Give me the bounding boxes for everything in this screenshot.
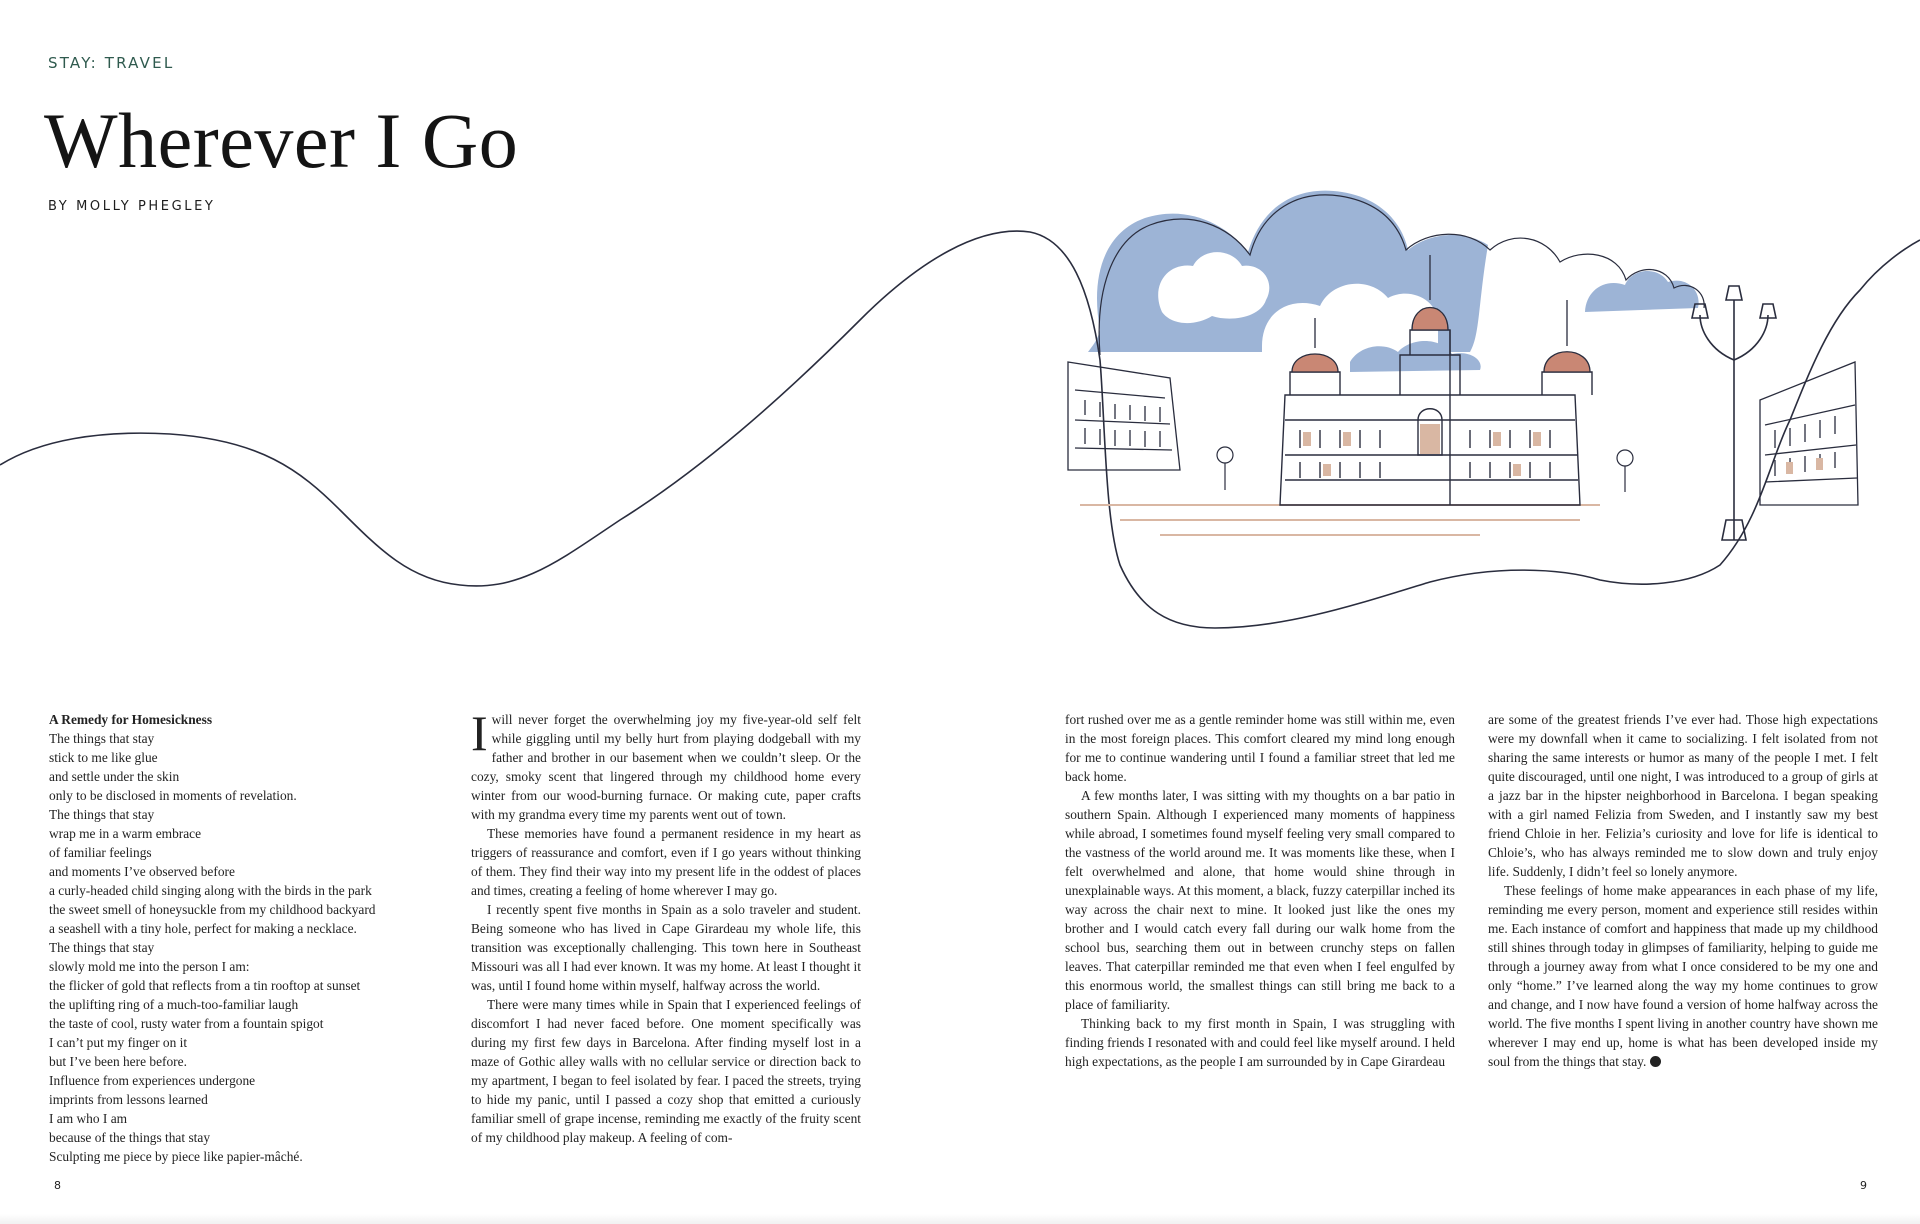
- poem-line: I can’t put my finger on it: [49, 1035, 188, 1050]
- poem-line: Sculpting me piece by piece like papier-mâché.: [49, 1149, 303, 1164]
- right-building: [1760, 362, 1858, 505]
- poem-line: slowly mold me into the person I am:: [49, 959, 250, 974]
- dome-right: [1544, 352, 1590, 372]
- plaza-ground: [1080, 505, 1600, 535]
- poem-line: the taste of cool, rusty water from a fountain spigot: [49, 1016, 324, 1031]
- poem-line: wrap me in a warm embrace: [49, 826, 202, 841]
- poem-line: Influence from experiences undergone: [49, 1073, 256, 1088]
- poem-line: imprints from lessons learned: [49, 1092, 208, 1107]
- end-mark-icon: [1650, 1056, 1661, 1067]
- paragraph: I recently spent five months in Spain as a solo traveler and student. Being someone who has lived in Cape Girardeau my whole life, this transition was exceptionally challenging. This town here in Southeast Missouri was all I had ever known. It was my home. At least I thought it was, until I found home within myself, halfway across the world.: [471, 902, 861, 993]
- dome-left: [1292, 354, 1338, 372]
- section-label: STAY: TRAVEL: [48, 54, 175, 72]
- poem-line: a curly-headed child singing along with the birds in the park: [49, 883, 372, 898]
- poem-line: only to be disclosed in moments of revelation.: [49, 788, 297, 803]
- paragraph: fort rushed over me as a gentle reminder home was still within me, even in the most foreign places. This comfort cleared my mind long enough for me to continue wandering until I found a familiar street that led me back home.: [1065, 712, 1455, 784]
- paragraph: are some of the greatest friends I’ve ever had. Those high expectations were my downfall when it came to socializing. I felt isolated from not sharing the same interests or humor as many of the people I met. I felt quite discouraged, until one night, I was introduced to a group of girls at a jazz bar in the hipster neighborhood in Barcelona. I began speaking with a girl named Felizia from Sweden, and I instantly saw my best friend Chloie in her. Felizia’s curiosity and love for life is identical to Chloie’s, who has always reminded me to slow down and truly enjoy life. Suddenly, I didn’t feel so lonely anymore.: [1488, 712, 1878, 879]
- poem-title: A Remedy for Homesickness: [49, 712, 213, 727]
- paragraph: These feelings of home make appearances in each phase of my life, reminding me every person, moment and experience still resides within me. Each instance of comfort and happiness that made up my childhood still shines through today in glimpses of familiarity, helping to guide me through a journey away from what I once considered to be my one and only “home.” I’ve learned along the way my home continues to grow and change, and I now have found a version of home halfway across the world. The five months I spent living in another country have shown me wherever I may end up, home is what has been developed inside my soul from the things that stay.: [1488, 883, 1878, 1069]
- poem-line: and moments I’ve observed before: [49, 864, 235, 879]
- poem-line: the flicker of gold that reflects from a tin rooftop at sunset: [49, 978, 361, 993]
- paragraph: These memories have found a permanent residence in my heart as triggers of reassurance and comfort, even if I go years without thinking of them. They find their way into my present life in the oddest of places and times, creating a feeling of home wherever I may go.: [471, 826, 861, 898]
- article-column-2: [1065, 710, 1455, 1071]
- paragraph: Thinking back to my first month in Spain, I was struggling with finding friends I resonated with and could feel like myself around. I held high expectations, as the people I am surrounded by in Cape Girardeau: [1065, 1016, 1455, 1069]
- window-shading: [1303, 424, 1541, 476]
- poem-lines: [49, 729, 429, 1166]
- drop-cap: I: [471, 705, 488, 761]
- poem-line: but I’ve been here before.: [49, 1054, 187, 1069]
- paragraph: There were many times while in Spain that I experienced feelings of discomfort I had never faced before. One moment specifically was during my first few days in Barcelona. After finding myself lost in a maze of Gothic alley walls with no cellular service or direction back to my apartment, I began to feel isolated by fear. I paced the streets, trying to hide my panic, until I passed a cozy shop that emitted a curiously familiar smell of grape incense, reminding me exactly of the fruity scent of my childhood play makeup. A feeling of com-: [471, 997, 861, 1145]
- left-building: [1068, 362, 1180, 470]
- poem-line: the uplifting ring of a much-too-familiar laugh: [49, 997, 299, 1012]
- article-column-1: [471, 705, 861, 1147]
- lamp-post: [1692, 286, 1776, 540]
- poem-line: The things that stay: [49, 731, 155, 746]
- poem-line: because of the things that stay: [49, 1130, 211, 1145]
- poem-line: The things that stay: [49, 807, 155, 822]
- article-title: Wherever I Go: [44, 97, 519, 184]
- poem-line: of familiar feelings: [49, 845, 152, 860]
- cloud-right: [1585, 271, 1699, 312]
- poem-line: and settle under the skin: [49, 769, 180, 784]
- poem-column: [49, 710, 429, 1166]
- paragraph: I will never forget the overwhelming joy my five-year-old self felt while giggling until my belly hurt from playing dodgeball with my father and brother in our basement when we couldn’t sleep. Or the cozy, smoky scent that lingered through my childhood home every winter from our wood-burning furnace. Or making cute, paper crafts with my grandma every time my parents went out of town.: [471, 705, 861, 822]
- byline: BY MOLLY PHEGLEY: [48, 199, 216, 214]
- paragraph: A few months later, I was sitting with my thoughts on a bar patio in southern Spain. Although I experienced many moments of happiness while abroad, I sometimes found myself feeling very small compared to the vastness of the world around me. It was moments like these, when I felt overwhelmed and alone, that home would shine through in unexplainable ways. At this moment, a black, fuzzy caterpillar inched its way across the chair next to mine. It looked just like the ones my brother and I would catch every fall during our walk home from the school bus, searching them out in between crunchy steps on fallen leaves. That caterpillar reminded me that even when I feel engulfed by this enormous world, the smallest things can still bring me back to a place of familiarity.: [1065, 788, 1455, 1012]
- page-bottom-shade: [0, 1214, 1920, 1224]
- page-number-right: 9: [1860, 1179, 1867, 1192]
- poem-line: the sweet smell of honeysuckle from my childhood backyard: [49, 902, 376, 917]
- poem-line: stick to me like glue: [49, 750, 158, 765]
- poem-line: I am who I am: [49, 1111, 128, 1126]
- poem-line: The things that stay: [49, 940, 155, 955]
- poem-line: a seashell with a tiny hole, perfect for making a necklace.: [49, 921, 357, 936]
- page-number-left: 8: [54, 1179, 61, 1192]
- article-column-3: [1488, 710, 1878, 1071]
